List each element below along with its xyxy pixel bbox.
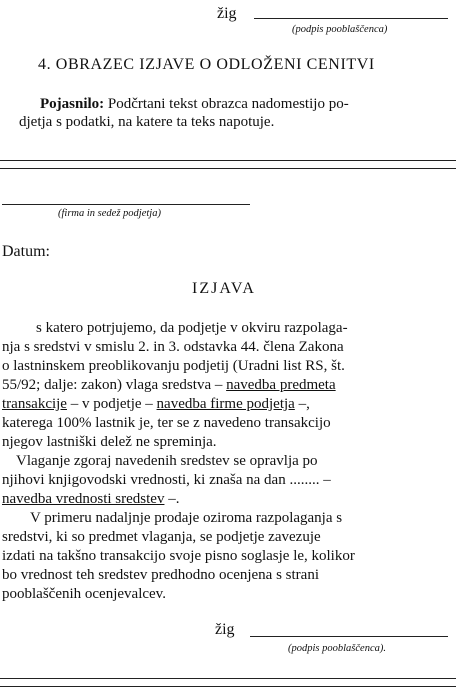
note-line-2: djetja s podatki, na katere ta teks napotuje.	[19, 114, 275, 130]
section-heading: 4. OBRAZEC IZJAVE O ODLOŽENI CENITVI	[38, 56, 375, 73]
stamp-label-top: žig	[217, 5, 237, 22]
p1-line-5-end: –,	[294, 396, 310, 412]
placeholder-asset-value: navedba vrednosti sredstev	[2, 491, 165, 507]
p3-line-1: V primeru nadaljnje prodaje oziroma razpolaganja s	[30, 510, 343, 526]
p1-line-5	[2, 396, 310, 413]
p3-line-3: izdati na takšno transakcijo svoje pisno soglasje le, kolikor	[2, 548, 355, 564]
p1-line-6: katerega 100% lastnik je, ter se z navedeno transakcijo	[2, 415, 331, 431]
date-label: Datum:	[2, 243, 50, 260]
placeholder-subject-cont: transakcije	[2, 396, 67, 412]
placeholder-company: navedba firme podjetja	[156, 396, 295, 412]
stamp-label-bottom: žig	[215, 621, 235, 638]
placeholder-subject: navedba predmeta	[226, 377, 336, 393]
p1-line-4-text: 55/92; dalje: zakon) vlaga sredstva –	[2, 377, 227, 393]
signature-line-bottom[interactable]	[250, 636, 448, 637]
separator-rule-3	[0, 678, 456, 679]
p2-line-2: njihovi knjigovodski vrednosti, ki znaša na dan ........ –	[2, 472, 331, 488]
p2-line-3-end: –.	[164, 491, 180, 507]
note-label: Pojasnilo:	[40, 96, 105, 112]
separator-rule-1	[0, 160, 456, 161]
note-text-1: Podčrtani tekst obrazca nadomestijo po-	[107, 96, 349, 112]
p1-line-7: njegov lastniški delež ne spreminja.	[2, 434, 217, 450]
signature-caption-top: (podpis pooblaščenca)	[292, 24, 388, 35]
separator-rule-2	[0, 168, 456, 169]
statement-title: IZJAVA	[192, 280, 256, 297]
p2-line-3	[2, 491, 179, 508]
p1-line-3: o lastninskem preoblikovanju podjetij (Uradni list RS, št.	[2, 358, 345, 374]
signature-line-top[interactable]	[254, 18, 448, 19]
p3-line-5: pooblaščenih ocenjevalcev.	[2, 586, 166, 602]
p2-line-1: Vlaganje zgoraj navedenih sredstev se opravlja po	[16, 453, 318, 469]
note-line-1	[40, 96, 349, 113]
company-field-line[interactable]	[2, 204, 250, 205]
signature-caption-bottom: (podpis pooblaščenca).	[288, 643, 386, 654]
separator-rule-4	[0, 686, 456, 687]
p1-line-1: s katero potrjujemo, da podjetje v okviru razpolaga-	[36, 320, 348, 336]
p1-line-4	[2, 377, 336, 394]
p1-line-2: nja s sredstvi v smislu 2. in 3. odstavka 44. člena Zakona	[2, 339, 344, 355]
p3-line-4: bo vrednost teh sredstev predhodno ocenjena s strani	[2, 567, 319, 583]
p3-line-2: sredstvi, ki so predmet vlaganja, se podjetje zavezuje	[2, 529, 321, 545]
company-caption: (firma in sedež podjetja)	[58, 208, 161, 219]
p1-line-5-text: – v podjetje –	[66, 396, 157, 412]
